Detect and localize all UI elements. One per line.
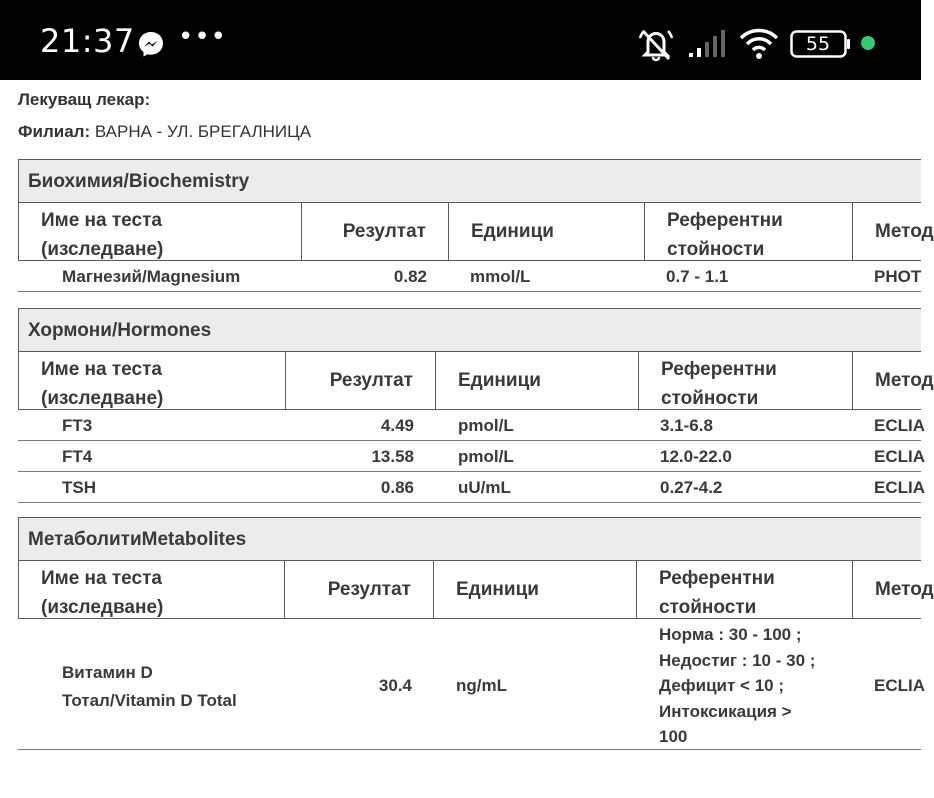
units-value: pmol/L bbox=[458, 416, 514, 435]
column-header-reference: Референтни стойности bbox=[639, 352, 853, 410]
table-row bbox=[18, 410, 925, 441]
test-name: FT3 bbox=[62, 416, 93, 435]
battery-level: 55 bbox=[805, 33, 831, 55]
column-header-reference: Референтни стойности bbox=[637, 561, 853, 619]
units-value: pmol/L bbox=[458, 447, 514, 466]
result-value: 13.58 bbox=[371, 447, 414, 466]
units-value: ng/mL bbox=[456, 676, 507, 695]
column-header-units: Единици bbox=[434, 561, 637, 619]
signal-icon bbox=[687, 30, 729, 58]
branch-value: ВАРНА - УЛ. БРЕГАЛНИЦА bbox=[94, 122, 312, 141]
table-row bbox=[18, 472, 925, 503]
table-row bbox=[18, 619, 925, 750]
method-value: ECLIA bbox=[874, 416, 925, 435]
wifi-icon bbox=[738, 26, 780, 60]
branch-label: Филиал: bbox=[18, 122, 91, 141]
column-header-result: Резултат bbox=[302, 203, 449, 261]
reference-value: 0.27-4.2 bbox=[660, 478, 723, 497]
column-header-result: Резултат bbox=[286, 352, 436, 410]
section-title: Биохимия/Biochemistry bbox=[18, 159, 921, 203]
test-name: FT4 bbox=[62, 447, 93, 466]
column-header-test-name: Име на теста (изследване) bbox=[18, 352, 286, 410]
units-value: uU/mL bbox=[458, 478, 511, 497]
section-biochemistry bbox=[18, 159, 934, 294]
reference-value: 3.1-6.8 bbox=[660, 416, 713, 435]
test-name: Магнезий/Magnesium bbox=[62, 267, 241, 286]
column-header-method: Метод bbox=[853, 561, 921, 619]
column-header-test-name: Име на теста (изследване) bbox=[18, 561, 285, 619]
status-time: 21:37 bbox=[40, 22, 135, 60]
column-header-units: Единици bbox=[449, 203, 645, 261]
result-value: 0.86 bbox=[380, 478, 414, 497]
doctor-line bbox=[18, 90, 150, 110]
section-hormones bbox=[18, 308, 934, 503]
method-value: PHOT bbox=[874, 267, 922, 286]
method-value: ECLIA bbox=[874, 478, 925, 497]
status-bar bbox=[0, 0, 921, 80]
table-row bbox=[18, 441, 925, 472]
reference-value: Норма : 30 - 100 ; Недостиг : 10 - 30 ; Дефицит < 10 ; Интоксикация > 100 bbox=[659, 625, 816, 746]
section-title: МетаболитиMetabolites bbox=[18, 517, 921, 561]
messenger-icon bbox=[137, 30, 165, 58]
reference-value: 0.7 - 1.1 bbox=[666, 267, 729, 286]
notification-dot bbox=[861, 36, 875, 50]
column-header-units: Единици bbox=[436, 352, 639, 410]
column-header-method: Метод bbox=[853, 203, 921, 261]
reference-value: 12.0-22.0 bbox=[660, 447, 732, 466]
more-icon: ••• bbox=[178, 22, 228, 52]
method-value: ECLIA bbox=[874, 676, 925, 695]
test-name: TSH bbox=[62, 478, 96, 497]
result-value: 4.49 bbox=[380, 416, 414, 435]
table-row bbox=[18, 261, 921, 292]
column-header-test-name: Име на теста (изследване) bbox=[18, 203, 302, 261]
column-header-result: Резултат bbox=[285, 561, 434, 619]
result-value: 30.4 bbox=[378, 676, 412, 695]
units-value: mmol/L bbox=[470, 267, 531, 286]
result-value: 0.82 bbox=[393, 267, 427, 286]
doctor-label: Лекуващ лекар: bbox=[18, 90, 151, 109]
section-metabolites bbox=[18, 517, 934, 752]
branch-line bbox=[18, 122, 311, 142]
column-header-method: Метод bbox=[853, 352, 921, 410]
section-title: Хормони/Hormones bbox=[18, 308, 921, 352]
mute-icon bbox=[636, 26, 676, 62]
column-header-reference: Референтни стойности bbox=[645, 203, 853, 261]
test-name: Витамин D Тотал/Vitamin D Total bbox=[62, 663, 237, 710]
method-value: ECLIA bbox=[874, 447, 925, 466]
